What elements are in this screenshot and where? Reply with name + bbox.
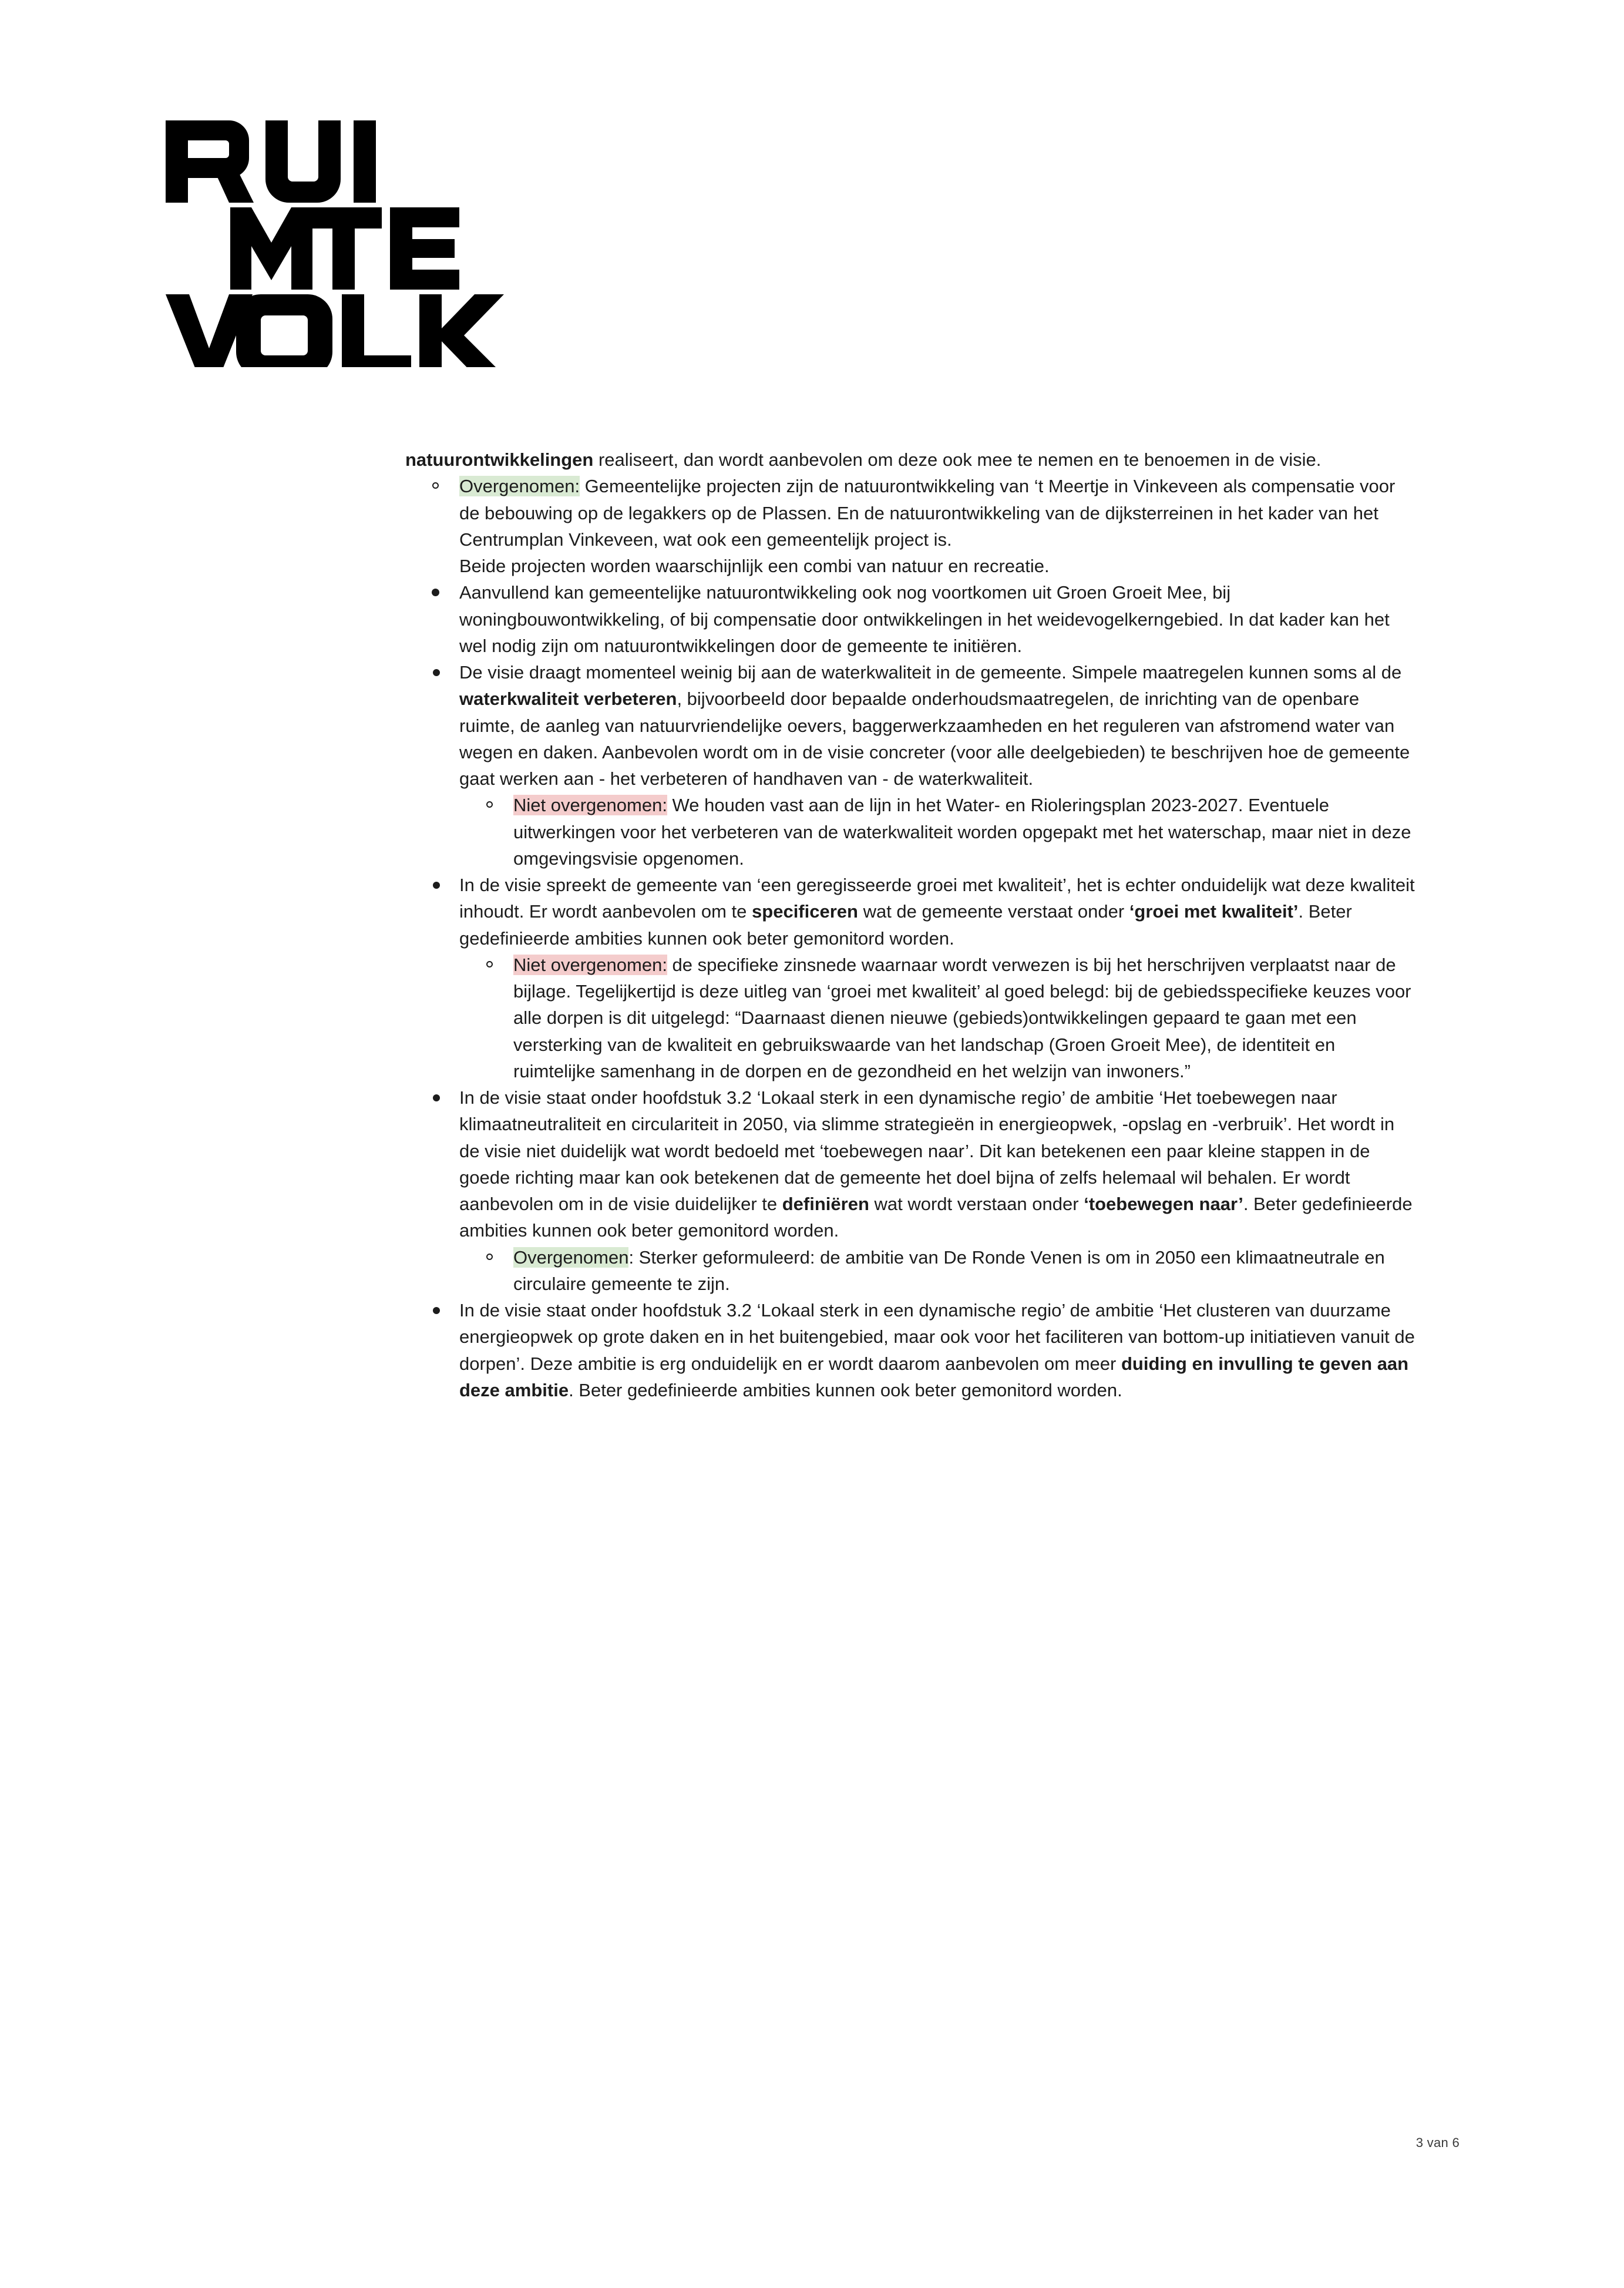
item-text-part: In de visie spreekt de gemeente van ‘een geregisseerde groei met kwaliteit’, het is echter onduidelijk wat deze kwaliteit inhoudt. Er wordt aanbevolen om te bbox=[459, 875, 1415, 922]
item-text-bold: specificeren bbox=[752, 901, 858, 922]
main-recommendation-list bbox=[405, 659, 1415, 1403]
sub-item-text: Aanvullend kan gemeentelijke natuurontwikkeling ook nog voortkomen uit Groen Groeit Mee, bij woningbouwontwikkeling, of bij compensatie door ontwikkelingen in het weidevogelkerngebied. In dat kader kan het wel nodig zijn om natuurontwikkelingen door de gemeente te initiëren. bbox=[459, 582, 1390, 656]
status-badge-overgenomen: Overgenomen: bbox=[459, 476, 580, 497]
sub-item-text: Gemeentelijke projecten zijn de natuurontwikkeling van ‘t Meertje in Vinkeveen als compensatie voor de bebouwing op de legakkers op de Plassen. En de natuurontwikkeling van de dijksterreinen in het kader van het Centrumplan Vinkeveen, wat ook een gemeentelijk project is. bbox=[459, 476, 1396, 550]
intro-rest: realiseert, dan wordt aanbevolen om deze ook mee te nemen en te benoemen in de visie. bbox=[593, 449, 1322, 470]
item-text-part: In de visie staat onder hoofdstuk 3.2 ‘Lokaal sterk in een dynamische regio’ de ambitie ‘Het toebewegen naar klimaatneutraliteit en circulariteit in 2050, via slimme strategieën in energieopwek, -opslag en -verbruik’. Het wordt in de visie niet duidelijk wat wordt bedoeld met ‘toebewegen naar’. Dit kan betekenen een paar kleine stappen in de goede richting maar kan ook betekenen dat de gemeente het doel bijna of zelfs helemaal wil behalen. Er wordt aanbevolen om in de visie duidelijker te bbox=[459, 1087, 1395, 1214]
item-text-part: wat wordt verstaan onder bbox=[869, 1194, 1084, 1214]
item-text-part: . Beter gedefinieerde ambities kunnen ook beter gemonitord worden. bbox=[569, 1379, 1122, 1400]
item-text-part: . Beter gedefinieerde ambities kunnen ook beter gemonitord worden. bbox=[459, 901, 1352, 949]
intro-bold-lead: natuurontwikkelingen bbox=[405, 449, 594, 470]
document-body bbox=[405, 446, 1415, 1403]
list-item bbox=[459, 792, 1415, 872]
item-text-part: wat de gemeente verstaat onder bbox=[858, 901, 1129, 922]
sublist bbox=[459, 952, 1415, 1084]
list-item-groei-met-kwaliteit bbox=[405, 872, 1415, 1084]
ruimtevolk-logo bbox=[166, 120, 542, 367]
list-item bbox=[405, 473, 1415, 579]
item-text-part: In de visie staat onder hoofdstuk 3.2 ‘Lokaal sterk in een dynamische regio’ de ambitie ‘Het clusteren van duurzame energieopwek op grote daken en in het buitengebied, maar ook voor het faciliteren van bottom-up initiatieven vanuit de dorpen’. Deze ambitie is erg onduidelijk en er wordt daarom aanbevolen om meer bbox=[459, 1300, 1415, 1374]
status-badge-overgenomen: Overgenomen bbox=[513, 1247, 629, 1268]
list-item bbox=[405, 579, 1415, 659]
sub-item-text: de specifieke zinsnede waarnaar wordt verwezen is bij het herschrijven verplaatst naar de bijlage. Tegelijkertijd is deze uitleg van ‘groei met kwaliteit’ al goed belegd: bij de gebiedsspecifieke keuzes voor alle dorpen is dit uitgelegd: “Daarnaast dienen nieuwe (gebieds)ontwikkelingen gepaard te gaan met een versterking van de kwaliteit en gebruikswaarde van het landschap (Groen Groeit Mee), de identiteit en ruimtelijke samenhang in de dorpen en de gezondheid en het welzijn van inwoners.” bbox=[513, 954, 1411, 1081]
sub-item-text: : Sterker geformuleerd: de ambitie van De Ronde Venen is om in 2050 een klimaatneutrale en circulaire gemeente te zijn. bbox=[513, 1247, 1385, 1294]
page-number: 3 van 6 bbox=[1415, 2135, 1460, 2150]
intro-sublist bbox=[405, 473, 1415, 659]
item-text-part: De visie draagt momenteel weinig bij aan de waterkwaliteit in de gemeente. Simpele maatregelen kunnen soms al de bbox=[459, 662, 1402, 683]
status-badge-niet-overgenomen: Niet overgenomen: bbox=[513, 954, 667, 975]
list-item-toebewegen-naar bbox=[405, 1084, 1415, 1297]
list-item-waterkwaliteit bbox=[405, 659, 1415, 872]
intro-paragraph bbox=[405, 446, 1415, 473]
item-text-part: . Beter gedefinieerde ambities kunnen ook beter gemonitord worden. bbox=[459, 1194, 1413, 1241]
item-text-bold: duiding en invulling te geven aan deze ambitie bbox=[459, 1353, 1409, 1400]
status-badge-niet-overgenomen: Niet overgenomen: bbox=[513, 795, 667, 816]
item-text-bold: ‘groei met kwaliteit’ bbox=[1129, 901, 1299, 922]
sublist bbox=[459, 1244, 1415, 1298]
list-item bbox=[459, 1244, 1415, 1298]
item-text-part: , bijvoorbeeld door bepaalde onderhoudsmaatregelen, de inrichting van de openbare ruimte, de aanleg van natuurvriendelijke oevers, baggerwerkzaamheden en het reguleren van afstromend water van wegen en daken. Aanbevolen wordt om in de visie concreter (voor alle deelgebieden) te beschrijven hoe de gemeente gaat werken aan - het verbeteren of handhaven van - de waterkwaliteit. bbox=[459, 688, 1410, 789]
sublist bbox=[459, 792, 1415, 872]
list-item-duurzame-energieopwek bbox=[405, 1297, 1415, 1403]
sub-item-extra: Beide projecten worden waarschijnlijk een combi van natuur en recreatie. bbox=[459, 556, 1050, 576]
item-text-bold: waterkwaliteit verbeteren bbox=[459, 688, 677, 710]
item-text-bold: definiëren bbox=[782, 1194, 869, 1214]
list-item bbox=[459, 952, 1415, 1084]
sub-item-text: We houden vast aan de lijn in het Water- en Rioleringsplan 2023-2027. Eventuele uitwerkingen voor het verbeteren van de waterkwaliteit worden opgepakt met het waterschap, maar niet in deze omgevingsvisie opgenomen. bbox=[513, 795, 1411, 869]
item-text-bold: ‘toebewegen naar’ bbox=[1084, 1194, 1243, 1214]
